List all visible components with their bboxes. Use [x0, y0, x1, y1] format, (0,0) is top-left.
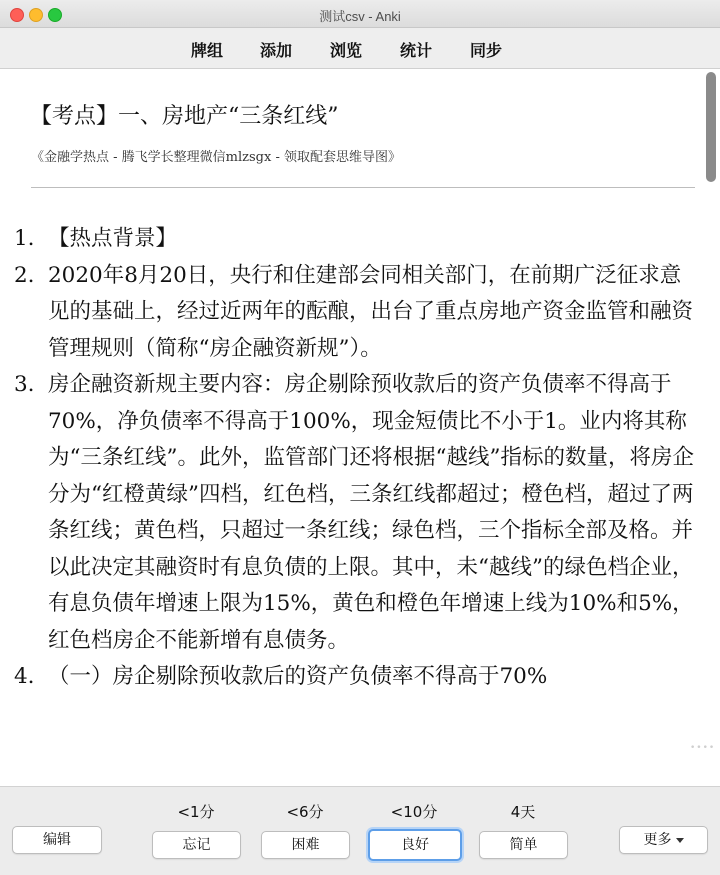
list-item: [14, 659, 694, 696]
card-list: [14, 221, 694, 696]
easy-button[interactable]: 简单: [479, 831, 568, 859]
list-item-text: 【热点背景】: [48, 226, 178, 251]
list-item: [14, 367, 694, 659]
vertical-scrollbar[interactable]: [706, 72, 716, 182]
hard-button[interactable]: 困难: [261, 831, 350, 859]
interval-hard: <6分: [286, 803, 324, 821]
chevron-down-icon: [676, 838, 684, 843]
list-item-number: 1.: [14, 226, 35, 251]
divider: [31, 187, 695, 188]
good-button[interactable]: 良好: [368, 829, 462, 861]
toolbar-sync[interactable]: 同步: [470, 41, 503, 60]
list-item-text: 2020年8月20日，央行和住建部会同相关部门，在前期广泛征求意见的基础上，经过近两年的酝酿，出台了重点房地产资金监管和融资管理规则（简称“房企融资新规”）。: [48, 262, 694, 361]
interval-again: <1分: [177, 803, 215, 821]
list-item-number: 2.: [14, 262, 35, 288]
list-item: [14, 221, 694, 258]
toolbar-browse[interactable]: 浏览: [330, 41, 363, 60]
answer-bar: [0, 786, 720, 875]
toolbar-stats[interactable]: 统计: [400, 41, 433, 60]
list-item-text: （一）房企剔除预收款后的资产负债率不得高于70%: [48, 664, 548, 689]
window-titlebar[interactable]: [0, 0, 720, 28]
edit-button[interactable]: 编辑: [12, 826, 102, 854]
toolbar-add[interactable]: 添加: [260, 41, 293, 60]
window-title: 测试csv - Anki: [319, 9, 401, 24]
more-button-label: 更多: [643, 832, 672, 848]
card-content[interactable]: [0, 69, 720, 786]
toolbar-decks[interactable]: 牌组: [191, 41, 224, 60]
main-toolbar: [0, 28, 720, 69]
interval-easy: 4天: [510, 803, 536, 821]
resize-grip-icon: ••••: [690, 743, 716, 753]
again-button[interactable]: 忘记: [152, 831, 241, 859]
list-item-text: 房企融资新规主要内容：房企剔除预收款后的资产负债率不得高于70%，净负债率不得高于100%，现金短债比不小于1。业内将其称为“三条红线”。此外，监管部门还将根据“越线”指标的数量，将房企分为“红橙黄绿”四档，红色档，三条红线都超过；橙色档，超过了两条红线；黄色档，只超过一条红线；绿色档，三个指标全部及格。并以此决定其融资时有息负债的上限。其中，未“越线”的绿色档企业，有息负债年增速上限为15%，黄色和橙色年增速上线为10%和5%，红色档房企不能新增有息债务。: [48, 372, 694, 653]
card-subheading: 《金融学热点 - 腾飞学长整理微信mlzsgx - 领取配套思维导图》: [31, 150, 401, 165]
list-item-number: 4.: [14, 664, 35, 689]
more-button[interactable]: [619, 826, 708, 854]
card-heading: 【考点】一、房地产“三条红线”: [30, 104, 339, 129]
list-item: [14, 258, 694, 368]
list-item-number: 3.: [14, 372, 35, 397]
interval-good: <10分: [390, 803, 438, 821]
